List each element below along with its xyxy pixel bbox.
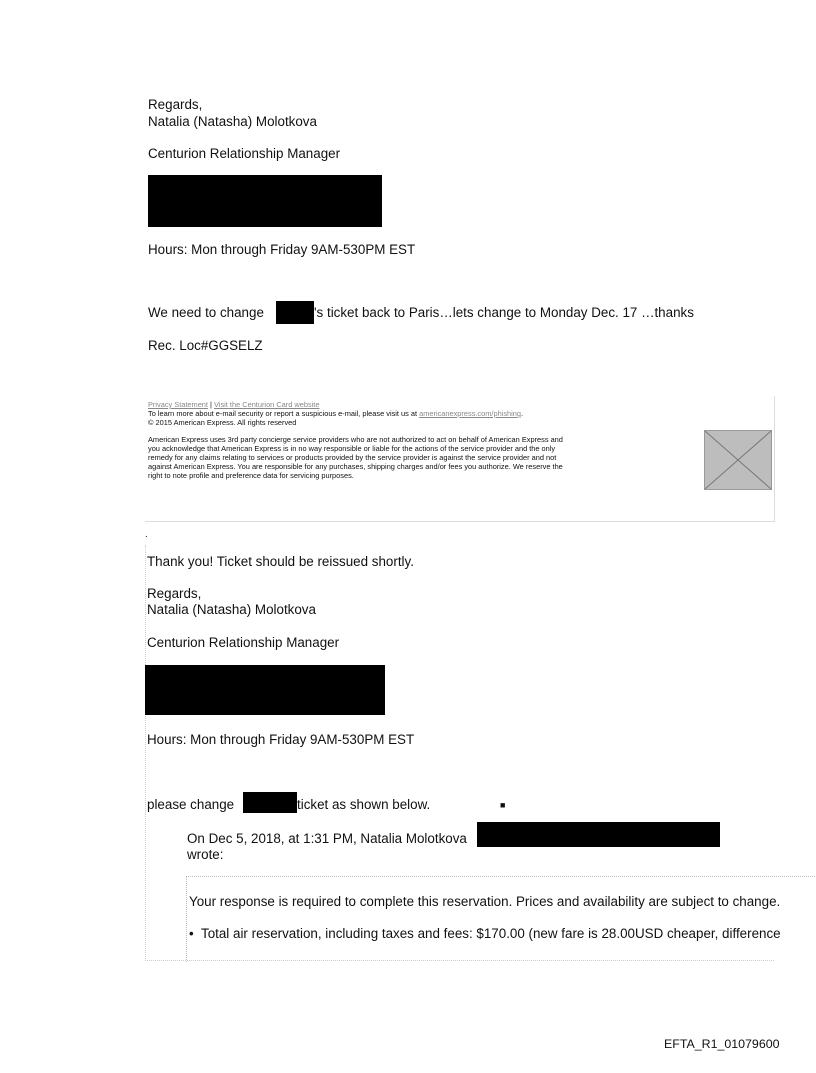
security-notice-end: . <box>520 409 524 418</box>
message-start: We need to change <box>148 305 264 320</box>
redaction-block <box>276 301 314 324</box>
security-notice-text: To learn more about e-mail security or report a suspicious e-mail, please visit us at <box>148 409 420 418</box>
message-end: ticket as shown below. <box>297 797 431 812</box>
message-start: please change <box>147 797 235 812</box>
disclaimer-line: you acknowledge that American Express is in no way responsible or liable for the actions of the service provider and the only <box>148 444 556 453</box>
office-hours: Hours: Mon through Friday 9AM-530PM EST <box>148 242 416 257</box>
dot-mark: . <box>145 529 148 540</box>
thanks-text: Thank you! Ticket should be reissued shortly. <box>147 554 414 569</box>
quote-wrote: wrote: <box>187 847 224 862</box>
copyright: © 2015 American Express. All rights reserved <box>148 418 297 427</box>
redaction-block <box>148 175 382 227</box>
sender-name: Natalia (Natasha) Molotkova <box>147 602 316 617</box>
privacy-statement-link[interactable]: Privacy Statement <box>148 400 208 409</box>
bullet-marker: • <box>189 926 194 941</box>
office-hours: Hours: Mon through Friday 9AM-530PM EST <box>147 732 415 747</box>
response-required-text: Your response is required to complete this reservation. Prices and availability are subject to change. <box>189 894 781 909</box>
reservation-total-item: Total air reservation, including taxes and fees: $170.00 (new fare is 28.00USD cheaper, difference <box>201 926 781 941</box>
redaction-block <box>477 822 720 847</box>
regards-text: Regards, <box>147 586 202 601</box>
message-end: 's ticket back to Paris…lets change to Monday Dec. 17 …thanks <box>314 305 694 320</box>
disclaimer-line: remedy for any claims relating to services or products provided by the service provider is against the service provider and not <box>148 453 557 462</box>
sender-title: Centurion Relationship Manager <box>148 146 341 161</box>
redaction-block <box>145 665 385 715</box>
broken-image-placeholder <box>704 430 772 490</box>
bullet-mark: ■ <box>500 800 506 810</box>
redaction-block <box>243 792 297 813</box>
document-id: EFTA_R1_01079600 <box>664 1037 780 1051</box>
disclaimer-line: against American Express. You are responsible for any purchases, shipping charges and/or fees you authorize. We reserve the <box>148 462 563 471</box>
disclaimer-line: American Express uses 3rd party concierge service providers who are not authorized to act on behalf of American Express and <box>148 435 563 444</box>
link-separator: | <box>210 400 212 409</box>
regards-text: Regards, <box>148 97 203 112</box>
message-text <box>148 305 264 321</box>
broken-image-icon <box>705 431 771 489</box>
sender-title: Centurion Relationship Manager <box>147 635 340 650</box>
phishing-link[interactable]: americanexpress.com/phishing <box>419 409 521 418</box>
record-locator: Rec. Loc#GGSELZ <box>148 338 263 353</box>
sender-name: Natalia (Natasha) Molotkova <box>148 114 317 129</box>
quote-header: On Dec 5, 2018, at 1:31 PM, Natalia Molotkova <box>187 831 467 846</box>
centurion-website-link[interactable]: Visit the Centurion Card website <box>214 400 320 409</box>
quoted-message-box <box>186 876 816 962</box>
disclaimer-line: right to note profile and preference data for servicing purposes. <box>148 471 354 480</box>
